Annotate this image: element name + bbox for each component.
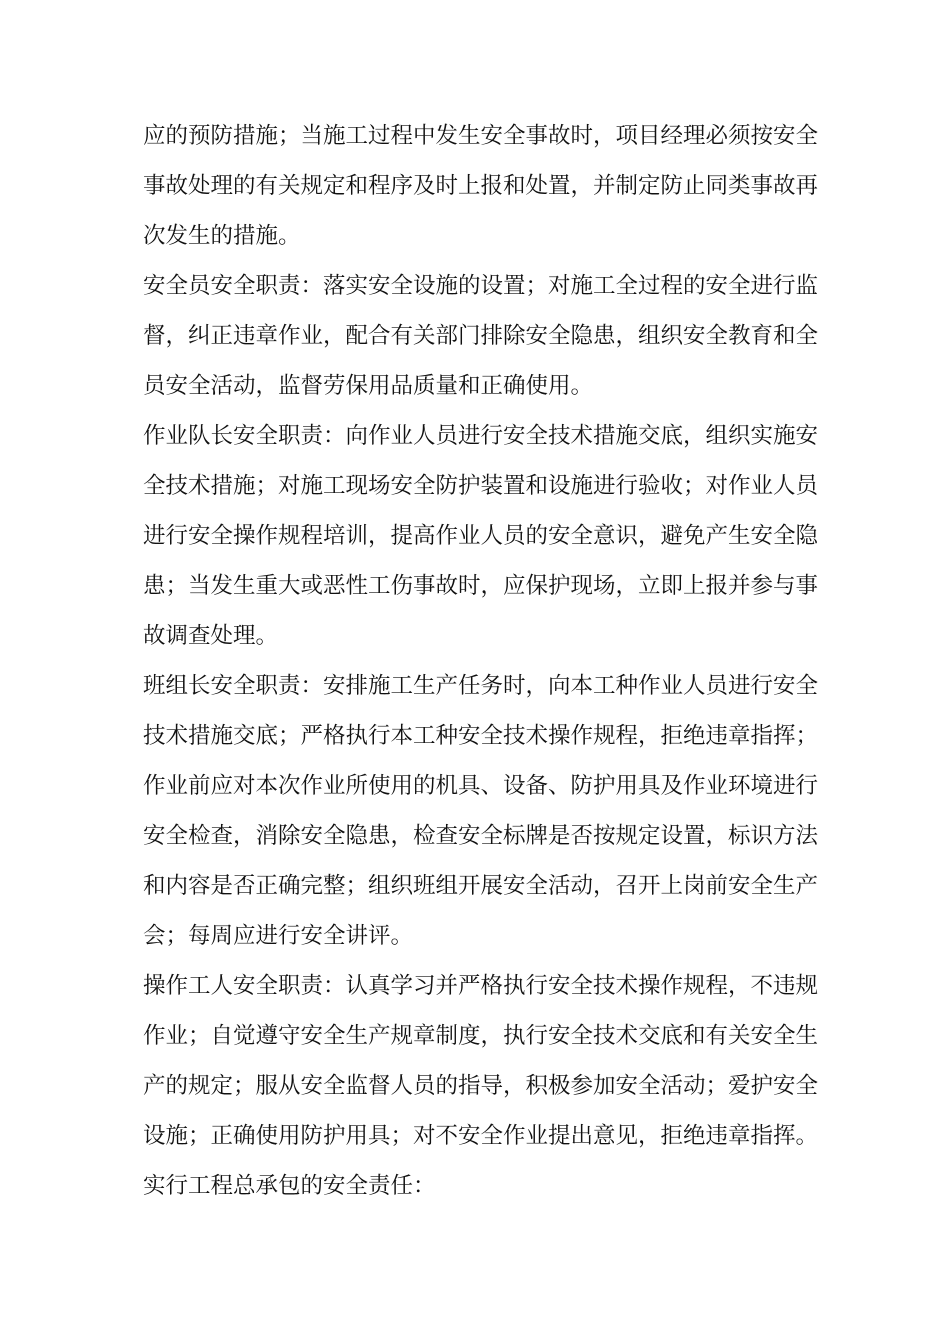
text-line: 实行工程总承包的安全责任： xyxy=(143,1173,436,1199)
text-line: 全技术措施；对施工现场安全防护装置和设施进行验收；对作业人员 xyxy=(143,473,819,499)
text-line: 督，纠正违章作业，配合有关部门排除安全隐患，组织安全教育和全 xyxy=(143,323,819,349)
text-line: 事故处理的有关规定和程序及时上报和处置，并制定防止同类事故再 xyxy=(143,173,819,199)
text-line: 作业前应对本次作业所使用的机具、设备、防护用具及作业环境进行 xyxy=(143,773,819,799)
text-line: 技术措施交底；严格执行本工种安全技术操作规程，拒绝违章指挥； xyxy=(143,723,819,749)
text-line: 安全员安全职责：落实安全设施的设置；对施工全过程的安全进行监 xyxy=(143,273,819,299)
text-line: 安全检查，消除安全隐患，检查安全标牌是否按规定设置，标识方法 xyxy=(143,823,819,849)
text-line: 作业队长安全职责：向作业人员进行安全技术措施交底，组织实施安 xyxy=(143,423,819,449)
text-line: 进行安全操作规程培训，提高作业人员的安全意识，避免产生安全隐 xyxy=(143,523,819,549)
text-line: 次发生的措施。 xyxy=(143,223,301,249)
text-line: 应的预防措施；当施工过程中发生安全事故时，项目经理必须按安全 xyxy=(143,123,819,149)
text-line: 作业；自觉遵守安全生产规章制度，执行安全技术交底和有关安全生 xyxy=(143,1023,819,1049)
text-line: 操作工人安全职责：认真学习并严格执行安全技术操作规程，不违规 xyxy=(143,973,819,999)
text-line: 设施；正确使用防护用具；对不安全作业提出意见，拒绝违章指挥。 xyxy=(143,1123,819,1149)
text-line: 会；每周应进行安全讲评。 xyxy=(143,923,414,949)
text-line: 班组长安全职责：安排施工生产任务时，向本工种作业人员进行安全 xyxy=(143,673,819,699)
text-line: 患；当发生重大或恶性工伤事故时，应保护现场，立即上报并参与事 xyxy=(143,573,819,599)
text-line: 员安全活动，监督劳保用品质量和正确使用。 xyxy=(143,373,594,399)
text-line: 产的规定；服从安全监督人员的指导，积极参加安全活动；爱护安全 xyxy=(143,1073,819,1099)
text-line: 和内容是否正确完整；组织班组开展安全活动，召开上岗前安全生产 xyxy=(143,873,819,899)
text-line: 故调查处理。 xyxy=(143,623,279,649)
